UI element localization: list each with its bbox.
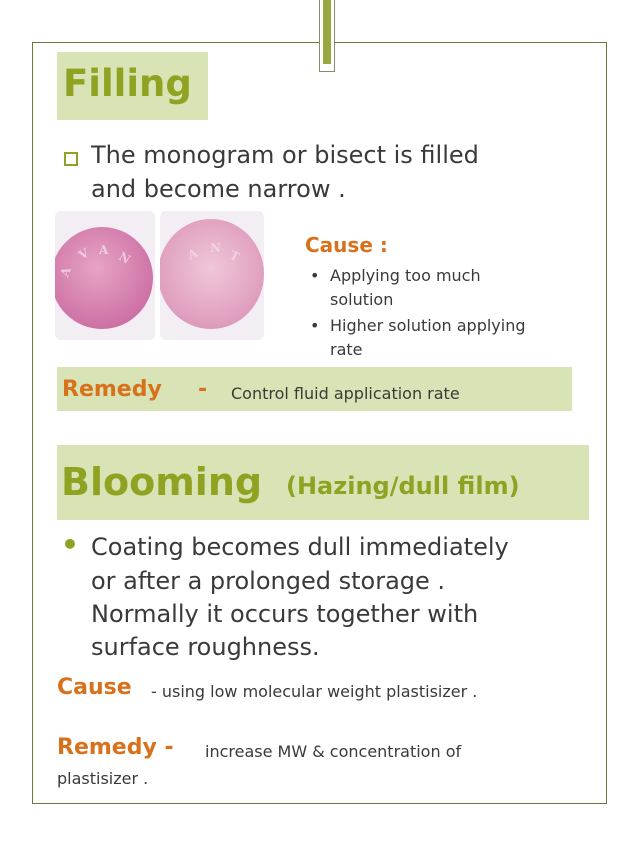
filling-line-2: and become narrow . (91, 175, 346, 203)
top-decoration-bar (323, 0, 331, 64)
cause-item-2: Higher solution applying (330, 316, 526, 335)
filling-cause-title: Cause : (305, 233, 388, 257)
tablet-filled-2 (160, 219, 264, 329)
tablet-monogram: N (116, 249, 133, 267)
tablet-monogram: A (99, 243, 109, 257)
cause-bullet: • (310, 316, 320, 335)
tablet-monogram: A (185, 245, 200, 263)
filling-title: Filling (63, 62, 192, 105)
blooming-title: Blooming (61, 460, 263, 504)
tablet-photo-2 (160, 211, 264, 340)
filling-remedy-label: Remedy (62, 377, 162, 402)
filling-remedy-dash: - (198, 377, 208, 402)
cause-item-2-cont: rate (330, 340, 363, 359)
blooming-cause-label: Cause (57, 675, 132, 700)
blooming-remedy-text-2: plastisizer . (57, 769, 149, 788)
filling-line-1: The monogram or bisect is filled (91, 141, 479, 169)
cause-item-1: Applying too much (330, 266, 481, 285)
tablet-filled (55, 227, 153, 329)
tablet-monogram: T (227, 247, 242, 265)
blooming-subtitle: (Hazing/dull film) (286, 472, 520, 500)
tablet-monogram: N (210, 241, 221, 255)
blooming-line-3: Normally it occurs together with (91, 600, 479, 628)
tablet-monogram: A (57, 265, 74, 279)
blooming-line-4: surface roughness. (91, 633, 320, 661)
blooming-remedy-label: Remedy - (57, 735, 174, 760)
hollow-square-bullet-icon (64, 152, 78, 166)
blooming-bullet: • (61, 528, 79, 561)
cause-bullet: • (310, 266, 320, 285)
blooming-line-1: Coating becomes dull immediately (91, 533, 509, 561)
tablet-monogram: V (76, 245, 92, 263)
cause-item-1-cont: solution (330, 290, 394, 309)
filling-remedy-text: Control fluid application rate (231, 384, 460, 403)
blooming-cause-text: - using low molecular weight plastisizer . (151, 682, 478, 701)
blooming-remedy-text: increase MW & concentration of (205, 742, 462, 761)
blooming-line-2: or after a prolonged storage . (91, 567, 446, 595)
tablet-photo-1 (55, 211, 155, 340)
